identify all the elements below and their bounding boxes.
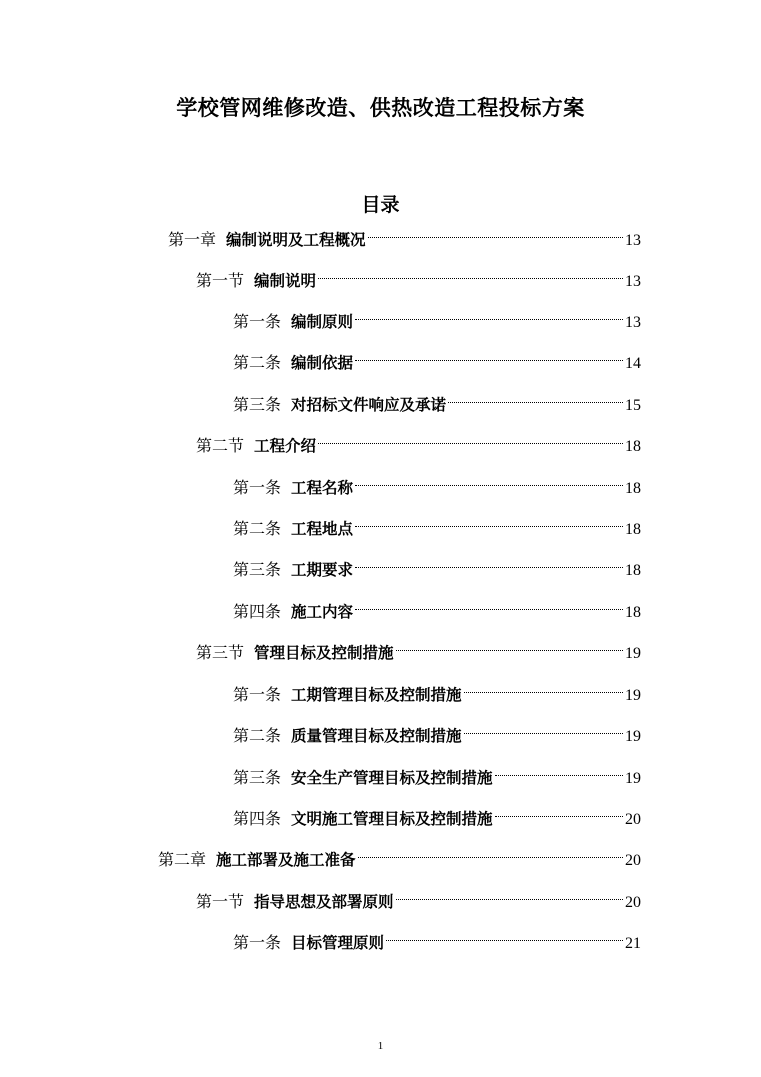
toc-entry-page: 15 [625, 397, 641, 414]
toc-entry-article[interactable] [233, 715, 641, 745]
toc-entry-title: 工期要求 [291, 561, 354, 579]
toc-entry-number: 第一章 [168, 230, 217, 249]
toc-entry-page: 18 [625, 521, 641, 538]
dot-leader [355, 549, 623, 575]
toc-entry-title: 施工部署及施工准备 [216, 851, 356, 869]
toc-entry-page: 18 [625, 438, 641, 455]
toc-entry-number: 第二条 [233, 726, 282, 745]
toc-entry-article[interactable] [233, 384, 641, 414]
toc-entry-number: 第四条 [233, 602, 282, 621]
dot-leader [355, 342, 623, 368]
dot-leader [318, 425, 623, 451]
toc-entry-article[interactable] [233, 467, 641, 497]
toc-entry-page: 20 [625, 894, 641, 911]
toc-entry-title: 编制依据 [291, 354, 354, 372]
toc-entry-page: 18 [625, 480, 641, 497]
toc-entry-section[interactable] [196, 632, 641, 662]
toc-entry-page: 13 [625, 232, 641, 249]
dot-leader [355, 508, 623, 534]
toc-entry-number: 第二条 [233, 353, 282, 372]
toc-entry-number: 第一条 [233, 685, 282, 704]
toc-entry-page: 18 [625, 562, 641, 579]
toc-entry-number: 第三条 [233, 395, 282, 414]
toc-entry-article[interactable] [233, 922, 641, 952]
toc-entry-page: 21 [625, 935, 641, 952]
page-number: 1 [377, 1040, 384, 1052]
toc-entry-page: 20 [625, 811, 641, 828]
toc-entry-number: 第二节 [196, 436, 245, 455]
toc-entry-article[interactable] [233, 549, 641, 579]
toc-entry-section[interactable] [196, 881, 641, 911]
toc-entry-article[interactable] [233, 757, 641, 787]
toc-entry-page: 18 [625, 604, 641, 621]
toc-entry-article[interactable] [233, 798, 641, 828]
toc-entry-number: 第三条 [233, 768, 282, 787]
toc-entry-chapter-2[interactable] [158, 839, 641, 869]
toc-entry-number: 第一条 [233, 933, 282, 952]
toc-entry-number: 第三条 [233, 560, 282, 579]
toc-entry-article[interactable] [233, 301, 641, 331]
toc-entry-article[interactable] [233, 674, 641, 704]
toc-entry-title: 编制原则 [291, 313, 354, 331]
dot-leader [386, 922, 623, 948]
toc-entry-article[interactable] [233, 342, 641, 372]
dot-leader [355, 591, 623, 617]
toc-entry-number: 第一条 [233, 312, 282, 331]
toc-entry-title: 编制说明 [254, 272, 317, 290]
toc-entry-number: 第三节 [196, 643, 245, 662]
dot-leader [368, 219, 623, 245]
dot-leader [464, 715, 623, 741]
dot-leader [396, 632, 623, 658]
toc-entry-section[interactable] [196, 425, 641, 455]
toc-entry-page: 13 [625, 273, 641, 290]
toc-entry-page: 19 [625, 770, 641, 787]
dot-leader [495, 757, 623, 783]
toc-entry-article[interactable] [233, 591, 641, 621]
toc-entry-title: 施工内容 [291, 603, 354, 621]
toc-entry-section[interactable] [196, 260, 641, 290]
dot-leader [464, 674, 623, 700]
toc-entry-chapter-1[interactable] [168, 219, 641, 249]
toc-entry-title: 工程地点 [291, 520, 354, 538]
dot-leader [396, 881, 623, 907]
document-title: 学校管网维修改造、供热改造工程投标方案 [176, 96, 585, 120]
toc-entry-page: 19 [625, 645, 641, 662]
toc-entry-title: 目标管理原则 [291, 934, 385, 952]
toc-entry-page: 19 [625, 687, 641, 704]
toc-entry-page: 13 [625, 314, 641, 331]
toc-heading: 目录 [361, 194, 400, 216]
dot-leader [495, 798, 623, 824]
toc-entry-page: 20 [625, 852, 641, 869]
toc-entry-page: 14 [625, 355, 641, 372]
toc-entry-number: 第一节 [196, 892, 245, 911]
toc-entry-title: 指导思想及部署原则 [254, 893, 394, 911]
toc-entry-number: 第一节 [196, 271, 245, 290]
dot-leader [318, 260, 623, 286]
toc-entry-title: 对招标文件响应及承诺 [291, 396, 447, 414]
dot-leader [355, 467, 623, 493]
dot-leader [358, 839, 623, 865]
toc-entry-number: 第一条 [233, 478, 282, 497]
toc-entry-title: 文明施工管理目标及控制措施 [291, 810, 493, 828]
toc-entry-title: 编制说明及工程概况 [226, 231, 366, 249]
toc-entry-title: 工期管理目标及控制措施 [291, 686, 462, 704]
dot-leader [448, 384, 623, 410]
toc-entry-title: 管理目标及控制措施 [254, 644, 394, 662]
toc-entry-number: 第二条 [233, 519, 282, 538]
toc-entry-title: 安全生产管理目标及控制措施 [291, 769, 493, 787]
toc-entry-article[interactable] [233, 508, 641, 538]
toc-entry-page: 19 [625, 728, 641, 745]
toc-entry-title: 工程介绍 [254, 437, 317, 455]
toc-entry-number: 第四条 [233, 809, 282, 828]
dot-leader [355, 301, 623, 327]
toc-entry-number: 第二章 [158, 850, 207, 869]
toc-entry-title: 工程名称 [291, 479, 354, 497]
toc-entry-title: 质量管理目标及控制措施 [291, 727, 462, 745]
